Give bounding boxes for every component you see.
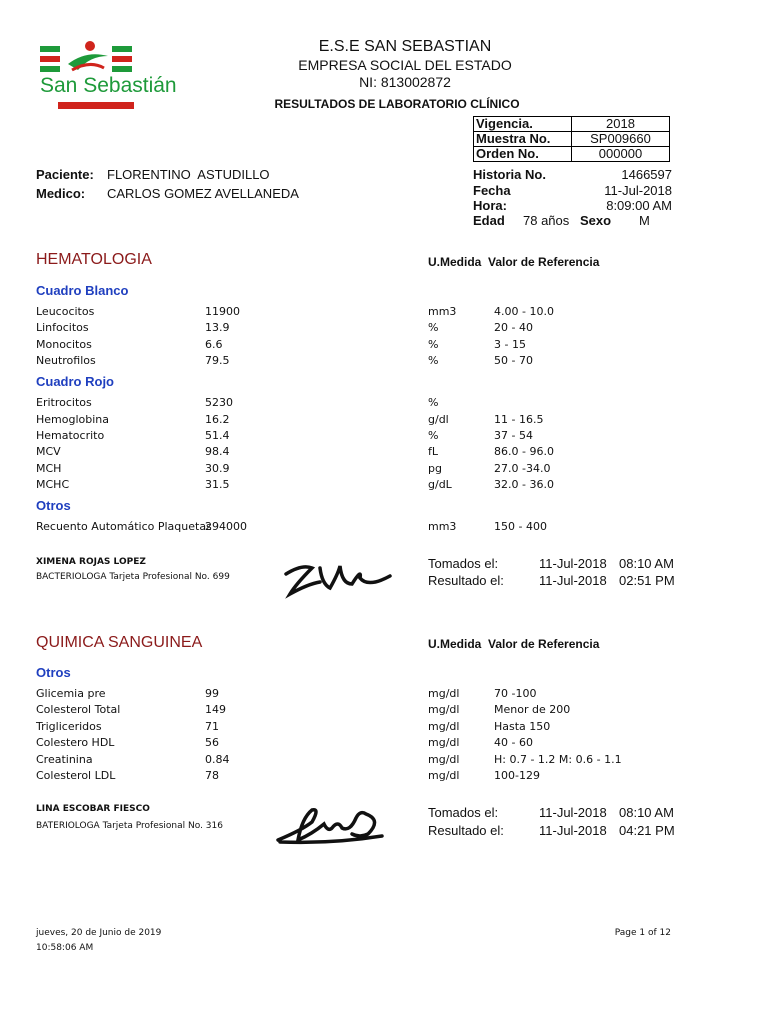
info-key: Vigencia. [474,117,572,132]
table-row [0,396,768,412]
subsection-otros-hematologia: Otros [36,498,71,513]
resultado-date: 11-Jul-2018 [539,823,607,838]
footer-date: jueves, 20 de Junio de 2019 [36,928,162,938]
signer-role: BACTERIOLOGA Tarjeta Profesional No. 699 [36,572,230,582]
resultado-date: 11-Jul-2018 [539,573,607,588]
test-value: 56 [205,736,219,749]
test-reference: 50 - 70 [494,354,533,367]
test-unit: % [428,354,439,367]
test-value: 6.6 [205,338,223,351]
test-value: 30.9 [205,462,230,475]
test-name: Colesterol Total [36,703,121,716]
subsection-otros-quimica: Otros [36,665,71,680]
edad-value: 78 años [523,213,570,228]
fecha-label: Fecha [473,183,511,198]
info-value: 2018 [572,117,670,132]
test-reference: 100-129 [494,769,540,782]
resultado-label: Resultado el: [428,573,504,588]
test-unit: mg/dl [428,736,460,749]
test-name: Trigliceridos [36,720,102,733]
test-value: 11900 [205,305,240,318]
test-value: 294000 [205,520,247,533]
test-unit: mg/dl [428,703,460,716]
test-reference: 11 - 16.5 [494,413,544,426]
test-name: Hemoglobina [36,413,110,426]
resultado-label: Resultado el: [428,823,504,838]
test-name: Leucocitos [36,305,95,318]
hora-value: 8:09:00 AM [606,198,672,213]
test-name: Creatinina [36,753,93,766]
table-row [0,520,768,536]
test-reference: H: 0.7 - 1.2 M: 0.6 - 1.1 [494,753,622,766]
test-value: 13.9 [205,321,230,334]
test-reference: 150 - 400 [494,520,547,533]
sexo-value: M [639,213,650,228]
test-unit: mg/dl [428,720,460,733]
test-reference: 4.00 - 10.0 [494,305,554,318]
test-unit: g/dL [428,478,452,491]
table-row [0,478,768,494]
test-reference: Hasta 150 [494,720,551,733]
test-reference: 70 -100 [494,687,537,700]
test-unit: % [428,429,439,442]
section-quimica: QUIMICA SANGUINEA [36,634,203,651]
tomados-time: 08:10 AM [619,805,674,820]
test-reference: 37 - 54 [494,429,533,442]
test-value: 71 [205,720,219,733]
table-row [0,462,768,478]
test-value: 0.84 [205,753,230,766]
test-reference: 20 - 40 [494,321,533,334]
test-value: 16.2 [205,413,230,426]
test-unit: mg/dl [428,769,460,782]
info-key: Orden No. [474,147,572,162]
table-row [0,305,768,321]
signature-icon [282,554,394,602]
edad-label: Edad [473,213,505,228]
tomados-date: 11-Jul-2018 [539,556,607,571]
test-value: 149 [205,703,226,716]
quimica-columns-header: U.Medida Valor de Referencia [428,637,600,651]
tomados-time: 08:10 AM [619,556,674,571]
table-row [0,720,768,736]
test-value: 31.5 [205,478,230,491]
tomados-label: Tomados el: [428,556,499,571]
subsection-cuadro-blanco: Cuadro Blanco [36,283,129,298]
info-key: Muestra No. [474,132,572,147]
signature-icon [272,800,392,850]
historia-label: Historia No. [473,167,546,182]
test-unit: mm3 [428,305,457,318]
test-name: MCH [36,462,62,475]
footer-time: 10:58:06 AM [36,943,94,953]
historia-value: 1466597 [621,167,672,182]
table-row [474,117,670,132]
test-value: 99 [205,687,219,700]
resultado-time: 02:51 PM [619,573,675,588]
test-name: Colesterol LDL [36,769,116,782]
logo-text: San Sebastián [40,74,177,97]
test-reference: 3 - 15 [494,338,526,351]
table-row [474,147,670,162]
patient-name: FLORENTINO ASTUDILLO [107,167,270,182]
test-unit: % [428,321,439,334]
doctor-name: CARLOS GOMEZ AVELLANEDA [107,186,299,201]
table-row [0,687,768,703]
test-unit: mm3 [428,520,457,533]
org-type: EMPRESA SOCIAL DEL ESTADO [298,57,512,73]
info-value: SP009660 [572,132,670,147]
sexo-label: Sexo [580,213,612,228]
test-value: 78 [205,769,219,782]
test-name: MCHC [36,478,70,491]
tomados-label: Tomados el: [428,805,499,820]
tomados-date: 11-Jul-2018 [539,805,607,820]
org-name: E.S.E SAN SEBASTIAN [318,38,492,55]
test-reference: 40 - 60 [494,736,533,749]
table-row [0,321,768,337]
test-value: 5230 [205,396,233,409]
test-unit: mg/dl [428,687,460,700]
test-name: Recuento Automático Plaquetas [36,520,212,533]
test-unit: % [428,396,439,409]
test-reference: 86.0 - 96.0 [494,445,554,458]
table-row [0,736,768,752]
table-row [0,753,768,769]
fecha-value: 11-Jul-2018 [604,183,672,198]
table-row [0,703,768,719]
hora-label: Hora: [473,198,507,213]
test-unit: pg [428,462,442,475]
test-name: Eritrocitos [36,396,92,409]
table-row [0,354,768,370]
test-value: 98.4 [205,445,230,458]
test-value: 79.5 [205,354,230,367]
test-unit: g/dl [428,413,449,426]
subsection-cuadro-rojo: Cuadro Rojo [36,374,114,389]
test-name: Colestero HDL [36,736,115,749]
test-unit: % [428,338,439,351]
hematologia-columns-header: U.Medida Valor de Referencia [428,255,600,269]
info-value: 000000 [572,147,670,162]
test-reference: 27.0 -34.0 [494,462,551,475]
report-title: RESULTADOS DE LABORATORIO CLÍNICO [274,97,520,111]
test-name: Hematocrito [36,429,105,442]
test-unit: mg/dl [428,753,460,766]
test-name: Linfocitos [36,321,89,334]
table-row [0,413,768,429]
test-name: Monocitos [36,338,92,351]
page-number: Page 1 of 12 [614,928,671,938]
test-reference: 32.0 - 36.0 [494,478,554,491]
sample-info-table [473,116,670,162]
doctor-label: Medico: [36,186,86,201]
org-nit: NI: 813002872 [359,74,451,90]
test-reference: Menor de 200 [494,703,571,716]
signer-role: BATERIOLOGA Tarjeta Profesional No. 316 [36,821,223,831]
test-name: Glicemia pre [36,687,106,700]
test-name: Neutrofilos [36,354,96,367]
test-unit: fL [428,445,439,458]
patient-label: Paciente: [36,167,94,182]
table-row [0,429,768,445]
test-value: 51.4 [205,429,230,442]
table-row [0,338,768,354]
test-name: MCV [36,445,61,458]
table-row [0,769,768,785]
table-row [474,132,670,147]
resultado-time: 04:21 PM [619,823,675,838]
table-row [0,445,768,461]
section-hematologia: HEMATOLOGIA [36,251,152,268]
signer-name: XIMENA ROJAS LOPEZ [36,557,146,567]
signer-name: LINA ESCOBAR FIESCO [36,804,150,814]
